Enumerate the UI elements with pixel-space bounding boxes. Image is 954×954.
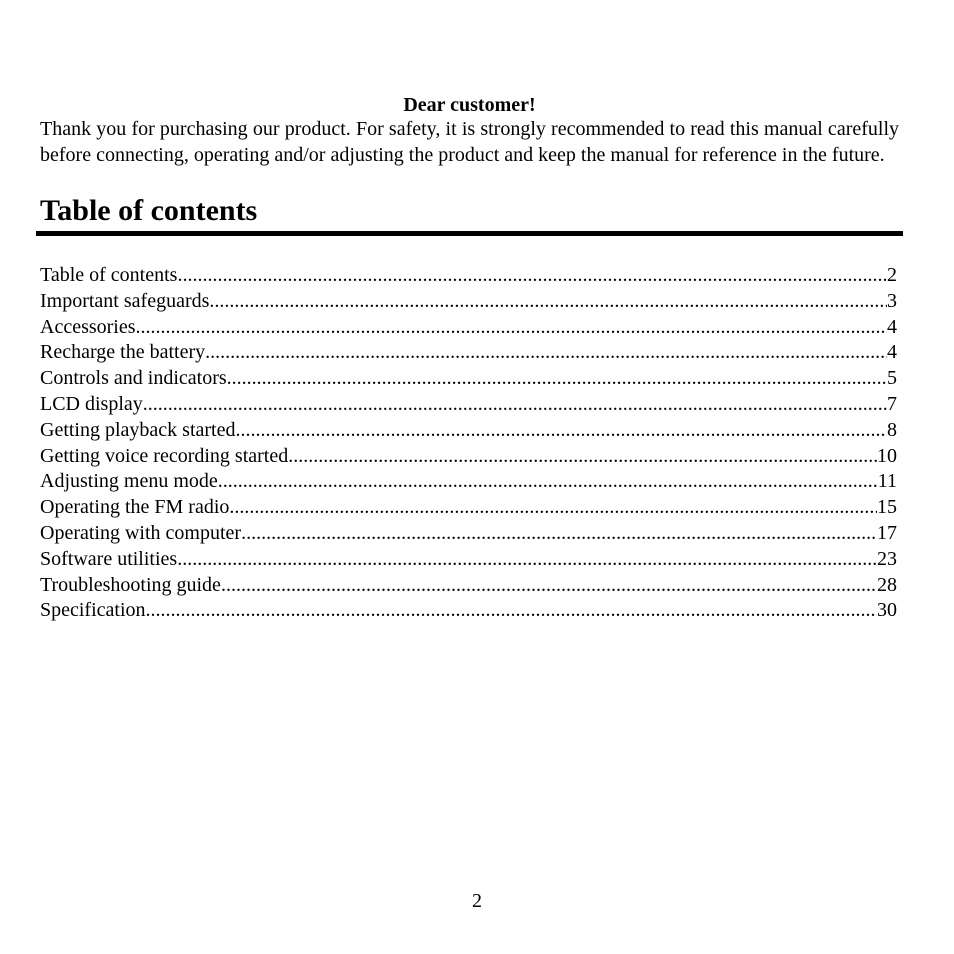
toc-entry-getting-playback-started[interactable] <box>40 418 897 444</box>
toc-entry-lcd-display[interactable] <box>40 392 897 418</box>
toc-entry-adjusting-menu-mode[interactable] <box>40 469 897 495</box>
toc-leader-dots <box>209 289 887 315</box>
toc-leader-dots <box>288 444 877 470</box>
toc-entry-recharge-the-battery[interactable] <box>40 340 897 366</box>
greeting-heading: Dear customer! <box>403 94 536 116</box>
toc-entry-title: Operating with computer <box>40 521 242 544</box>
toc-entry-page: 4 <box>887 341 897 364</box>
toc-entry-title: Software utilities <box>40 547 178 570</box>
toc-entry-page: 17 <box>877 521 897 544</box>
toc-leader-dots <box>205 340 887 366</box>
toc-entry-table-of-contents[interactable] <box>40 263 897 289</box>
toc-entry-title: Important safeguards <box>40 289 210 312</box>
toc-leader-dots <box>227 366 887 392</box>
intro-paragraph: Thank you for purchasing our product. For safety, it is strongly recommended to read this manual carefully before connecting, operating and/or adjusting the product and keep the manual for reference in the future. <box>40 118 899 166</box>
toc-entry-title: Recharge the battery <box>40 341 206 364</box>
toc-entry-page: 15 <box>877 496 897 519</box>
toc-entry-title: LCD display <box>40 392 143 415</box>
toc-entry-page: 4 <box>887 315 897 338</box>
toc-entry-operating-the-fm-radio[interactable] <box>40 495 897 521</box>
toc-entry-controls-and-indicators[interactable] <box>40 366 897 392</box>
toc-entry-page: 5 <box>887 367 897 390</box>
toc-entry-page: 11 <box>877 470 897 493</box>
toc-entry-page: 23 <box>877 547 897 570</box>
toc-entry-title: Getting playback started <box>40 418 236 441</box>
toc-leader-dots <box>177 547 877 573</box>
toc-entry-title: Adjusting menu mode <box>40 470 218 493</box>
toc-entry-page: 8 <box>887 418 897 441</box>
toc-entry-page: 2 <box>887 264 897 286</box>
toc-leader-dots <box>177 263 887 289</box>
toc-entry-title: Accessories <box>40 315 136 338</box>
toc-divider <box>36 231 903 236</box>
toc-entry-important-safeguards[interactable] <box>40 289 897 315</box>
toc-leader-dots <box>143 392 887 418</box>
toc-leader-dots <box>146 598 877 624</box>
toc-entry-title: Controls and indicators <box>40 367 227 390</box>
toc-leader-dots <box>136 315 887 341</box>
toc-leader-dots <box>221 573 877 599</box>
toc-leader-dots <box>236 418 888 444</box>
toc-entry-troubleshooting-guide[interactable] <box>40 573 897 599</box>
toc-entry-page: 28 <box>877 573 897 596</box>
toc-entry-page: 7 <box>887 392 897 415</box>
toc-heading: Table of contents <box>40 194 258 227</box>
toc-entry-software-utilities[interactable] <box>40 547 897 573</box>
toc-list <box>40 263 897 624</box>
page-number: 2 <box>472 890 482 912</box>
toc-entry-accessories[interactable] <box>40 315 897 341</box>
toc-entry-getting-voice-recording-started[interactable] <box>40 444 897 470</box>
toc-entry-title: Specification <box>40 599 146 622</box>
toc-leader-dots <box>229 495 877 521</box>
toc-entry-title: Operating the FM radio <box>40 496 230 519</box>
toc-entry-operating-with-computer[interactable] <box>40 521 897 547</box>
toc-entry-specification[interactable] <box>40 598 897 624</box>
toc-entry-title: Table of contents <box>40 264 178 286</box>
toc-leader-dots <box>241 521 877 547</box>
toc-entry-title: Troubleshooting guide <box>40 573 221 596</box>
toc-leader-dots <box>218 469 878 495</box>
toc-entry-page: 30 <box>877 599 897 622</box>
toc-entry-page: 3 <box>887 289 897 312</box>
toc-entry-title: Getting voice recording started <box>40 444 289 467</box>
toc-entry-page: 10 <box>877 444 897 467</box>
